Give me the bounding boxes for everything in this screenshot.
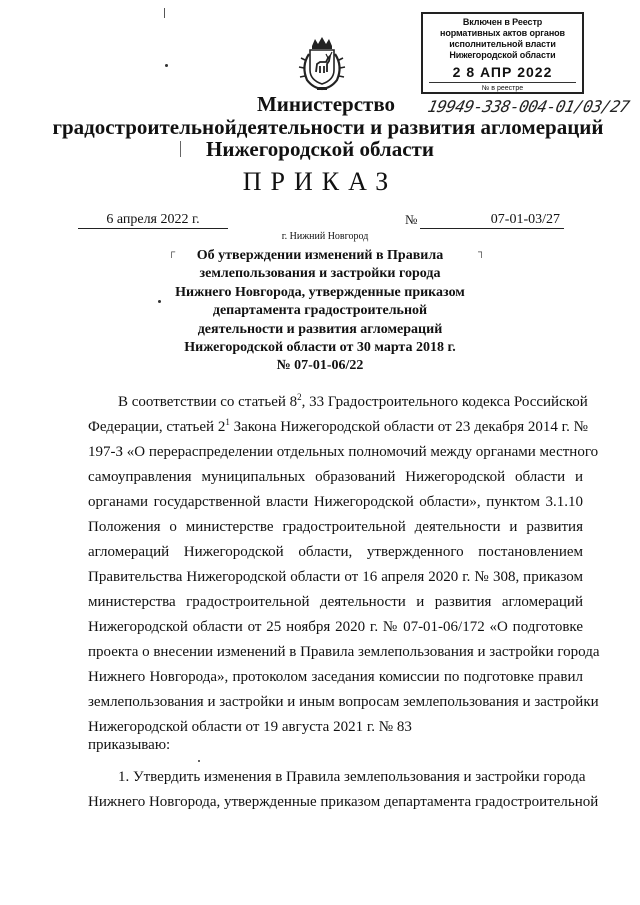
corner-mark: ┌ [168, 247, 176, 258]
document-type: ПРИКАЗ [242, 167, 398, 196]
subject-line: Об утверждении изменений в Правила [196, 248, 444, 263]
superscript: 1 [225, 417, 230, 427]
coat-of-arms-icon [297, 36, 347, 92]
paragraph-line: Нижегородской области от 25 ноября 2020 г. № 07-01-06/172 «О подготовке [88, 619, 583, 635]
subject-line: деятельности и развития агломераций [197, 321, 443, 337]
paragraph-line: 197-З «О перераспределении отдельных полномочий между органами местного [88, 444, 599, 460]
ministry-region: Нижегородской области [206, 137, 434, 161]
corner-mark: ┐ [478, 247, 486, 258]
stamp-date: 2 8 АПР 2022 [452, 64, 553, 80]
number-label: № [405, 212, 418, 227]
stamp-registry-label: № в реестре [481, 85, 524, 92]
city: г. Нижний Новгород [281, 231, 369, 242]
paragraph-line: самоуправления муниципальных образований Нижегородской области и [88, 469, 583, 485]
preamble-paragraph [88, 390, 600, 740]
scan-mark [198, 760, 200, 762]
paragraph-line: Правительства Нижегородской области от 16 апреля 2020 г. № 308, приказом [88, 569, 583, 585]
scan-mark [164, 8, 165, 18]
registry-stamp [421, 12, 584, 94]
paragraph-line: Нижнего Новгорода», протоколом заседания комиссии по подготовке правил [88, 669, 583, 685]
scan-mark [165, 64, 168, 67]
registry-number: 19949-338-004-01/03/27 [425, 97, 631, 116]
stamp-line: Включен в Реестр [462, 17, 543, 27]
subject-line: землепользования и застройки города [199, 266, 441, 282]
decree-word: приказываю: [88, 737, 171, 753]
document-number: 07-01-03/27 [420, 212, 564, 229]
document-date: 6 апреля 2022 г. [78, 212, 228, 229]
paragraph-line: землепользования и застройки и иным вопросам землепользования и застройки [88, 694, 599, 710]
stamp-line: Нижегородской области [449, 50, 556, 60]
paragraph-line: органами государственной власти Нижегородской области», пунктом 3.1.10 [88, 494, 583, 510]
subject-line: № 07-01-06/22 [276, 358, 364, 374]
document-subject [150, 247, 490, 376]
paragraph-line: Нижнего Новгорода, утвержденные приказом департамента градостроительной [88, 794, 599, 810]
subject-line: Нижегородской области от 30 марта 2018 г. [184, 340, 456, 356]
ministry-title: градостроительнойдеятельности и развития агломераций [52, 115, 604, 139]
stamp-line: исполнительной власти [449, 39, 556, 49]
paragraph-line: проекта о внесении изменений в Правила землепользования и застройки города [88, 644, 600, 660]
text-run: Федерации, статьей 2 [88, 419, 226, 435]
decree-item-1 [88, 765, 599, 815]
paragraph-line: министерства градостроительной деятельности и развития агломераций [88, 594, 583, 610]
stamp-line: нормативных актов органов [439, 28, 565, 38]
text-run: Закона Нижегородской области от 23 декабря 2014 г. № [229, 419, 588, 435]
paragraph-line [88, 390, 588, 415]
subject-line: департамента градостроительной [212, 303, 428, 319]
superscript: 2 [297, 392, 302, 402]
paragraph-line: Нижегородской области от 19 августа 2021 г. № 83 [88, 719, 412, 735]
paragraph-line [88, 415, 588, 440]
text-run: В соответствии со статьей 8 [118, 394, 298, 410]
paragraph-line: агломераций Нижегородской области, утвержденного постановлением [88, 544, 583, 560]
ministry-title: Министерство [256, 92, 396, 116]
paragraph-line: Положения о министерстве градостроительной деятельности и развития [88, 519, 583, 535]
subject-line: Нижнего Новгорода, утвержденные приказом [175, 284, 465, 300]
paragraph-line: 1. Утвердить изменения в Правила землепользования и застройки города [118, 769, 586, 785]
stamp-divider [429, 82, 576, 83]
text-run: , 33 Градостроительного кодекса Российской [301, 394, 588, 410]
